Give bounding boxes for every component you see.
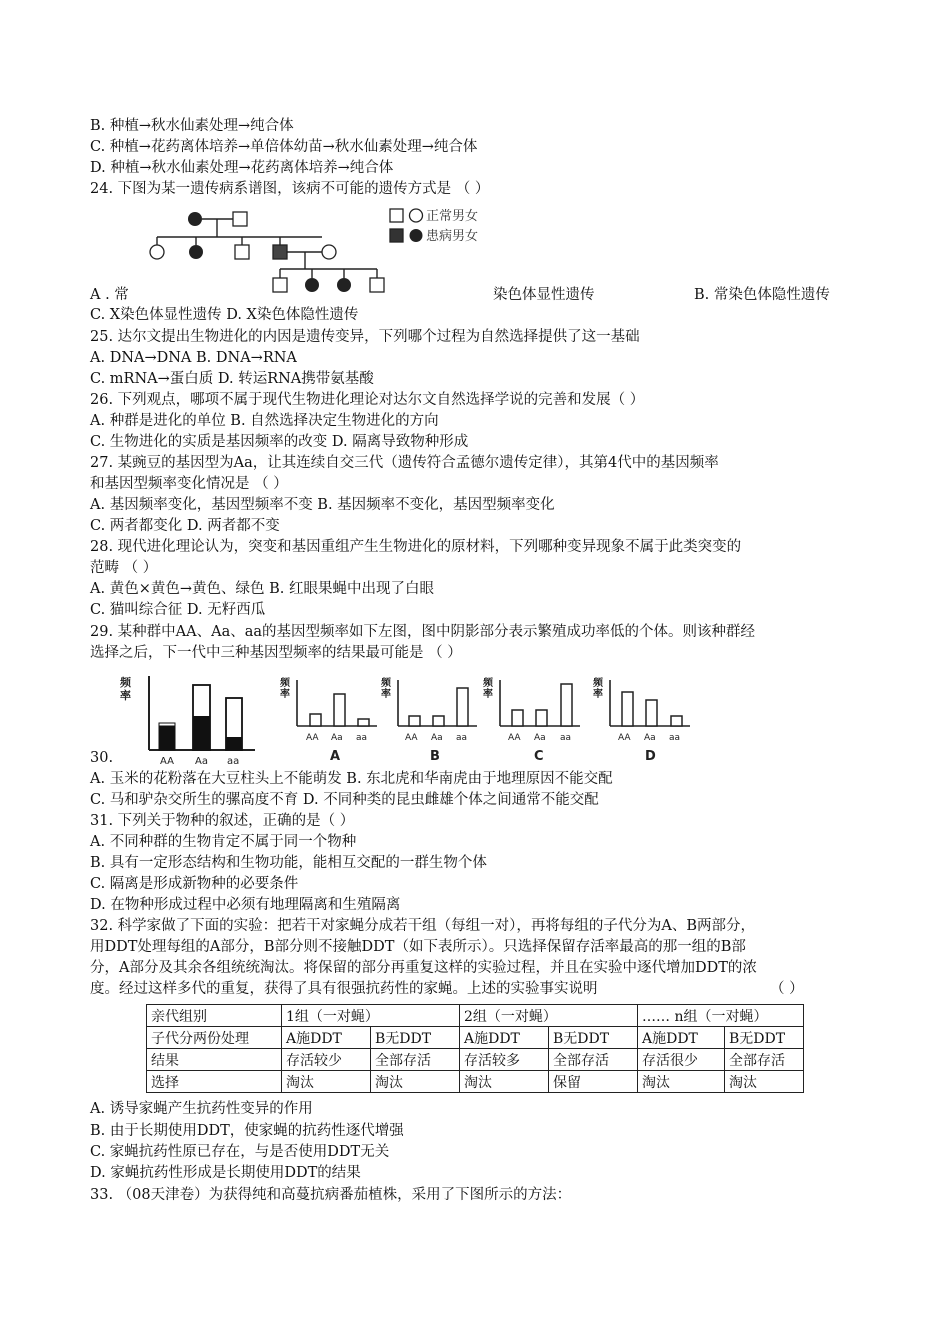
option-d-bar [622, 692, 633, 726]
tick-label: Aa [644, 733, 656, 743]
legend-normal-female-icon [410, 209, 423, 222]
question-32-cont: 用DDT处理每组的A部分，B部分则不接触DDT（如下表所示）。只选择保留存活率最高的那一组的B部 [90, 939, 746, 955]
question-25: 25. 达尔文提出生物进化的内因是遗传变异，下列哪个过程为自然选择提供了这一基础 [90, 329, 640, 345]
y-axis-label: 率 [483, 689, 493, 700]
option-d-bar [671, 716, 682, 726]
q24-options-cd: C. X染色体显性遗传 D. X染色体隐性遗传 [90, 307, 359, 323]
q32-option-d: D. 家蝇抗药性形成是长期使用DDT的结果 [90, 1165, 361, 1181]
table-cell: 全部存活 [549, 1049, 638, 1071]
y-axis-label: 频 [593, 678, 603, 689]
tick-label: AA [618, 733, 631, 743]
q31-option-a: A. 不同种群的生物肯定不属于同一个物种 [90, 834, 357, 850]
q28-options-cd: C. 猫叫综合征 D. 无籽西瓜 [90, 602, 266, 618]
tick-label: aa [456, 733, 468, 743]
y-axis-label: 频 [381, 678, 391, 689]
table-cell: 存活很少 [638, 1049, 725, 1071]
table-cell: 存活较少 [282, 1049, 371, 1071]
legend-affected-label: 患病男女 [426, 229, 479, 244]
question-24: 24. 下图为某一遗传病系谱图，该病不可能的遗传方式是 （ ） [90, 181, 490, 197]
table-cell: 亲代组别 [147, 1005, 282, 1027]
ddt-experiment-table [146, 1004, 804, 1093]
option-a-bar [334, 694, 345, 726]
normal-male-symbol [235, 245, 249, 259]
tick-label: AA [160, 756, 174, 767]
normal-male-symbol [233, 212, 247, 226]
option-a-bar [358, 719, 369, 726]
table-cell: 保留 [549, 1071, 638, 1093]
option-b-bar [409, 716, 420, 726]
q31-option-c: C. 隔离是形成新物种的必要条件 [90, 876, 299, 892]
table-cell: 淘汰 [460, 1071, 549, 1093]
option-b-bar [433, 716, 444, 726]
y-axis-label: 率 [593, 689, 603, 700]
tick-label: Aa [534, 733, 546, 743]
tick-label: aa [356, 733, 368, 743]
question-29-cont: 选择之后，下一代中三种基因型频率的结果最可能是 （ ） [90, 645, 462, 661]
q25-options-cd: C. mRNA→蛋白质 D. 转运RNA携带氨基酸 [90, 371, 374, 387]
table-cell: A施DDT [282, 1027, 371, 1049]
q24-option-b: B. 常染色体隐性遗传 [694, 287, 830, 303]
q24-option-a-part1: A . 常 [90, 287, 129, 303]
normal-female-symbol [322, 245, 336, 259]
option-c-bar [536, 710, 547, 726]
table-cell: 子代分两份处理 [147, 1027, 282, 1049]
table-cell: …… n组（一对蝇） [638, 1005, 804, 1027]
table-cell: 淘汰 [282, 1071, 371, 1093]
table-cell: 2组（一对蝇） [460, 1005, 638, 1027]
table-cell: B无DDT [371, 1027, 460, 1049]
bar-heterozygous-shaded [193, 716, 210, 750]
tick-label: aa [669, 733, 681, 743]
option-a-bar [310, 714, 321, 726]
q31-option-b: B. 具有一定形态结构和生物功能，能相互交配的一群生物个体 [90, 855, 487, 871]
question-26: 26. 下列观点，哪项不属于现代生物进化理论对达尔文自然选择学说的完善和发展（ ） [90, 392, 645, 408]
q28-options-ab: A. 黄色×黄色→黄色、绿色 B. 红眼果蝇中出现了白眼 [90, 581, 434, 597]
question-31: 31. 下列关于物种的叙述，正确的是（ ） [90, 813, 355, 829]
option-c-bar [561, 684, 572, 726]
tick-label: Aa [431, 733, 443, 743]
legend-normal-label: 正常男女 [426, 209, 479, 224]
table-cell: 全部存活 [725, 1049, 804, 1071]
table-cell: 淘汰 [725, 1071, 804, 1093]
pedigree-chart [140, 205, 520, 293]
question-27-cont: 和基因型频率变化情况是 （ ） [90, 476, 288, 492]
q31-option-d: D. 在物种形成过程中必须有地理隔离和生殖隔离 [90, 897, 401, 913]
y-axis-label: 率 [280, 689, 290, 700]
table-header-row [147, 1005, 804, 1027]
tick-label: aa [560, 733, 572, 743]
q32-option-a: A. 诱导家蝇产生抗药性变异的作用 [90, 1101, 313, 1117]
question-29: 29. 某种群中AA、Aa、aa的基因型频率如下左图，图中阴影部分表示繁殖成功率低的个体。则该种群经 [90, 624, 756, 640]
q26-options-ab: A. 种群是进化的单位 B. 自然选择决定生物进化的方向 [90, 413, 439, 429]
affected-female-symbol [337, 278, 351, 292]
option-b-bar [457, 688, 468, 726]
tick-label: Aa [195, 756, 208, 767]
legend-affected-male-icon [390, 229, 403, 242]
option-label: B [430, 749, 440, 764]
y-axis-label: 频 [280, 678, 290, 689]
option-label: A [330, 749, 341, 764]
question-33: 33. （08天津卷）为获得纯和高蔓抗病番茄植株，采用了下图所示的方法： [90, 1187, 572, 1203]
tick-label: AA [306, 733, 319, 743]
q32-option-b: B. 由于长期使用DDT，使家蝇的抗药性逐代增强 [90, 1123, 404, 1139]
option-label: D [645, 749, 656, 764]
affected-male-symbol [273, 245, 287, 259]
q25-options-ab: A. DNA→DNA B. DNA→RNA [90, 350, 297, 366]
tick-label: aa [227, 756, 240, 767]
legend-normal-male-icon [390, 209, 403, 222]
table-row [147, 1027, 804, 1049]
normal-male-symbol [273, 278, 287, 292]
y-axis-label: 率 [120, 689, 131, 702]
table-cell: 1组（一对蝇） [282, 1005, 460, 1027]
table-cell: B无DDT [549, 1027, 638, 1049]
affected-female-symbol [189, 245, 203, 259]
question-30: 30. [90, 750, 114, 766]
y-axis-label: 率 [381, 689, 391, 700]
option-c-bar [512, 710, 523, 726]
affected-female-symbol [188, 212, 202, 226]
question-27: 27. 某豌豆的基因型为Aa，让其连续自交三代（遗传符合孟德尔遗传定律），其第4代中的基因频率 [90, 455, 719, 471]
question-32-cont: 分，A部分及其余各组统统淘汰。将保留的部分再重复这样的实验过程，并且在实验中逐代增加DDT的浓 [90, 960, 757, 976]
option-d-line: D. 种植→秋水仙素处理→花药离体培养→纯合体 [90, 160, 394, 176]
table-cell: 结果 [147, 1049, 282, 1071]
table-cell: B无DDT [725, 1027, 804, 1049]
option-c-line: C. 种植→花药离体培养→单倍体幼苗→秋水仙素处理→纯合体 [90, 139, 478, 155]
question-32: 32. 科学家做了下面的实验：把若干对家蝇分成若干组（每组一对），再将每组的子代分为A、B两部分， [90, 918, 756, 934]
table-row [147, 1071, 804, 1093]
table-cell: 选择 [147, 1071, 282, 1093]
table-cell: 淘汰 [638, 1071, 725, 1093]
y-axis-label: 频 [120, 676, 131, 689]
affected-female-symbol [305, 278, 319, 292]
table-cell: 淘汰 [371, 1071, 460, 1093]
table-row [147, 1049, 804, 1071]
tick-label: AA [405, 733, 418, 743]
q27-options-ab: A. 基因频率变化，基因型频率不变 B. 基因频率不变化，基因型频率变化 [90, 497, 555, 513]
y-axis-label: 频 [483, 678, 493, 689]
option-label: C [534, 749, 544, 764]
tick-label: Aa [331, 733, 343, 743]
q30-options-cd: C. 马和驴杂交所生的骡高度不育 D. 不同种类的昆虫雌雄个体之间通常不能交配 [90, 792, 599, 808]
question-28: 28. 现代进化理论认为，突变和基因重组产生生物进化的原材料，下列哪种变异现象不属于此类突变的 [90, 539, 742, 555]
question-28-cont: 范畴 （ ） [90, 560, 158, 576]
genotype-frequency-charts [115, 670, 705, 770]
q26-options-cd: C. 生物进化的实质是基因频率的改变 D. 隔离导致物种形成 [90, 434, 469, 450]
q30-options-ab: A. 玉米的花粉落在大豆柱头上不能萌发 B. 东北虎和华南虎由于地理原因不能交配 [90, 771, 613, 787]
table-cell: 存活较多 [460, 1049, 549, 1071]
table-cell: 全部存活 [371, 1049, 460, 1071]
table-cell: A施DDT [638, 1027, 725, 1049]
q32-answer-blank: （ ） [770, 981, 804, 997]
q32-option-c: C. 家蝇抗药性原已存在，与是否使用DDT无关 [90, 1144, 390, 1160]
question-32-cont: 度。经过这样多代的重复，获得了具有很强抗药性的家蝇。上述的实验事实说明 [90, 981, 598, 997]
q27-options-cd: C. 两者都变化 D. 两者都不变 [90, 518, 280, 534]
tick-label: AA [508, 733, 521, 743]
bar-aa-recessive-shaded [226, 737, 242, 750]
option-d-bar [646, 700, 657, 726]
q24-option-a-part2: 染色体显性遗传 [493, 287, 595, 303]
normal-female-symbol [150, 245, 164, 259]
normal-male-symbol [370, 278, 384, 292]
table-cell: A施DDT [460, 1027, 549, 1049]
legend-affected-female-icon [410, 229, 423, 242]
bar-aa-dominant [159, 723, 175, 750]
option-b-line: B. 种植→秋水仙素处理→纯合体 [90, 118, 294, 134]
